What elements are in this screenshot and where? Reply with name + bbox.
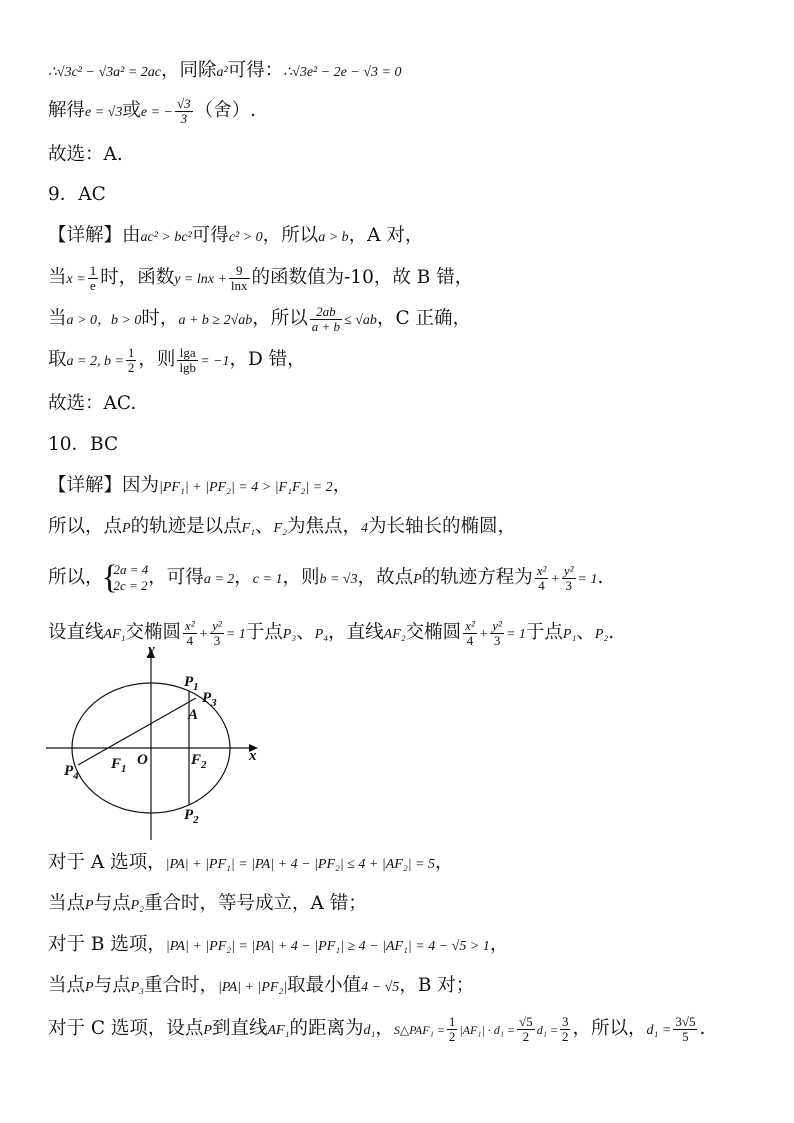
math-expression: d₁ = [646,1023,672,1038]
math-expression: P [122,521,131,536]
label-subscript: 2 [193,814,199,826]
math-expression: ∴√3e² − 2e − √3 = 0 [283,65,402,80]
math-expression: |AF₁| · d₁ = [459,1023,516,1037]
label-subscript: 2 [201,759,207,771]
numerator: y² [492,617,502,633]
text: ， [435,852,454,873]
math-expression: ∴√3c² − √3a² = 2ac [48,65,161,80]
math-expression: |PA| + |PF₂| [218,980,288,995]
solution-line-8 [48,345,306,377]
solution-line-7 [48,304,471,336]
text: ，C 正确， [376,308,471,329]
numerator: 1 [448,1013,456,1029]
text: ，直线 [328,622,384,643]
math-expression: |PA| + |PF₂| = |PA| + 4 − |PF₁| ≥ 4 − |AF₁| = 4 − √5 > 1 [165,939,490,954]
math-expression: P₁ [562,627,577,642]
denominator: 2 [561,1028,569,1044]
fraction [517,1015,535,1044]
text: 交椭圆 [125,622,182,643]
text: 的轨迹是以点 [130,516,242,537]
text: （舍）. [194,100,257,121]
text: 、 [576,622,595,643]
text: 的轨迹方程为 [421,567,533,588]
point-label-p3 [202,690,217,709]
ellipse-figure [44,642,274,842]
math-expression: S△PAF₁ = [393,1023,445,1037]
math-expression: F₂ [273,521,287,536]
math-expression: c² > 0 [228,230,263,245]
denominator: 2 [448,1028,456,1044]
numerator: 9 [229,264,250,279]
math-expression: ≤ √ab [344,313,377,328]
math-operator: + [198,627,209,642]
math-expression: e = √3 [85,105,123,120]
numerator: lga [177,346,198,361]
text: 当 [48,308,67,329]
text: ， [375,1018,394,1039]
text: . [699,1018,706,1039]
math-expression: |PA| + |PF₁| = |PA| + 4 − |PF₂| ≤ 4 + |AF₂| = 5 [165,857,435,872]
text: 重合时， [144,975,219,996]
denominator: 5 [682,1028,689,1044]
text: 时，函数 [100,267,175,288]
text: 为焦点， [286,516,361,537]
label-subscript: 3 [211,697,217,709]
system-row: 2c = 2 [113,578,148,593]
text: 与点 [93,975,131,996]
math-expression: ac² > bc² [140,230,192,245]
text: ，所以， [572,1018,647,1039]
math-expression: = 1 [505,627,526,642]
text: 取最小值 [287,975,362,996]
label-letter: P [184,807,194,823]
math-expression: AF₁ [267,1023,290,1038]
text: ，所以 [262,225,319,246]
math-expression: a² [216,65,228,80]
math-expression: b = √3 [319,572,358,587]
label-letter: F [191,752,202,768]
numerator: 1 [89,262,97,278]
numerator: y² [212,617,222,633]
math-expression: e = − [140,105,173,120]
label-subscript: 4 [73,770,79,782]
numerator: √5 [519,1013,533,1029]
question-9-header: 9．AC [48,184,106,205]
point-label-p4 [64,763,79,782]
text: ，所以 [252,308,308,329]
solution-line-11 [48,471,351,503]
text: . [597,567,604,588]
text: ，D 错， [229,349,306,370]
math-expression: AF₂ [383,627,406,642]
solution-line-2 [48,96,256,128]
math-expression: P [413,572,422,587]
text: 对于 B 选项， [48,934,166,955]
text: 可得 [191,225,229,246]
text: 的距离为 [289,1018,364,1039]
numerator: y² [563,562,574,578]
numerator: 3 [561,1013,569,1029]
fraction [490,619,504,648]
text: 【详解】由 [48,225,141,246]
denominator: 3 [213,632,221,648]
point-label-a: A [188,707,199,723]
text: 于点 [245,622,283,643]
fraction [229,264,250,293]
math-expression: a > 0，b > 0 [66,313,142,328]
solution-line-16 [48,889,367,921]
text: 取 [48,349,67,370]
numerator: √3 [177,95,191,111]
denominator: a + b [311,318,341,334]
text: ， [489,934,509,955]
text: 设直线 [48,622,104,643]
label-letter: F [111,756,122,772]
x-axis-label: x [249,748,257,764]
denominator: 3 [180,110,188,126]
fraction [673,1015,697,1044]
math-expression: a + b ≥ 2√ab [178,313,253,328]
math-expression: = 1 [225,627,246,642]
denominator: lgb [179,359,197,375]
label-letter: P [184,674,194,690]
text: 解得 [48,100,86,121]
text: . [608,622,615,643]
numerator: x² [465,617,475,633]
math-expression: P₄ [314,627,329,642]
point-label-f2 [190,752,207,771]
denominator: 4 [538,577,545,593]
math-expression: = 1 [577,572,598,587]
fraction [535,564,549,593]
solution-line-17 [48,930,508,962]
text: ， [332,475,352,496]
math-expression: a > b [318,230,349,245]
text: 可得： [227,60,284,81]
text: 、 [255,516,274,537]
fraction [463,619,477,648]
text: ，可得 [148,567,204,588]
origin-label: O [137,752,148,768]
denominator: 3 [493,632,501,648]
solution-line-12 [48,512,516,544]
fraction [562,564,576,593]
denominator: 4 [466,632,474,648]
solution-line-5 [48,221,423,253]
math-operator: + [550,572,560,587]
text: 于点 [525,622,563,643]
math-expression: d₁ = [536,1023,558,1037]
solution-line-6 [48,263,473,295]
numerator: x² [536,562,547,578]
fraction [175,97,193,126]
text: 与点 [93,893,131,914]
text: ，则 [282,567,320,588]
math-expression: P₂ [130,898,145,913]
label-subscript: 1 [193,681,199,693]
text: 或 [122,100,141,121]
math-expression: = −1 [200,354,230,369]
y-axis-label: y [148,642,155,658]
numerator: x² [185,617,195,633]
math-expression: AF₁ [103,627,126,642]
text: ，B 对； [399,975,475,996]
fraction [177,346,198,375]
fraction [560,1015,571,1044]
math-expression: P₂ [594,627,609,642]
solution-line-18 [48,971,474,1003]
denominator: lnx [230,277,248,293]
text: 对于 A 选项， [48,852,166,873]
text: 当点 [48,975,86,996]
fraction [126,346,137,375]
text: 到直线 [211,1018,268,1039]
math-expression: a = 2 [203,572,235,587]
text: 所以， [48,567,104,588]
math-expression: P [203,1023,212,1038]
math-expression: P [85,898,94,913]
math-expression: 4 − √5 [361,980,400,995]
math-expression: P₃ [282,627,297,642]
solution-line-15 [48,848,454,880]
numerator: 3√5 [675,1013,696,1029]
denominator: 4 [186,632,194,648]
text: 所以，点 [48,516,123,537]
math-expression: P [85,980,94,995]
solution-line-9: 故选：AC. [48,393,137,414]
math-expression: P₃ [130,980,145,995]
math-expression: d₁ [363,1023,376,1038]
text: ，故点 [357,567,414,588]
text: ， [234,567,253,588]
denominator: e [90,277,96,293]
system-row: { 2a = 4 [113,562,149,577]
text: 对于 C 选项，设点 [48,1018,204,1039]
label-letter: P [202,690,212,706]
text: ，则 [138,349,176,370]
solution-line-19 [48,1014,705,1046]
math-expression: c = 1 [252,572,283,587]
text: ，同除 [161,60,217,81]
label-letter: P [64,763,74,779]
math-expression: y = lnx + [174,272,227,287]
fraction [447,1015,458,1044]
label-subscript: 1 [121,763,127,775]
fraction [88,264,99,293]
text: 时， [141,308,179,329]
math-expression: F₁ [241,521,256,536]
text: 交椭圆 [405,622,462,643]
solution-line-1 [48,56,401,88]
text: 重合时，等号成立，A 错； [144,893,367,914]
denominator: 2 [522,1028,530,1044]
text: ，A 对， [348,225,424,246]
equation-system [104,562,149,594]
math-expression: 4 [360,521,368,536]
denominator: 3 [565,577,572,593]
math-expression: |PF₁| + |PF₂| = 4 > |F₁F₂| = 2 [159,480,333,495]
solution-line-3: 故选：A. [48,144,123,165]
text: 、 [296,622,315,643]
fraction [310,305,342,334]
solution-line-13 [48,562,603,595]
math-operator: + [478,627,489,642]
point-label-p2 [184,807,199,826]
text: 当点 [48,893,86,914]
numerator: 2ab [310,305,342,320]
text: 【详解】因为 [48,475,160,496]
text: 当 [48,267,67,288]
numerator: 1 [127,344,135,360]
point-label-f1 [110,756,127,775]
text: 为长轴长的椭圆， [367,516,516,537]
denominator: 2 [127,359,135,375]
text: 的函数值为-10，故 B 错， [251,267,474,288]
math-expression: a = 2, b = [66,354,124,369]
question-10-header: 10．BC [48,434,119,455]
math-expression: x = [66,272,86,287]
